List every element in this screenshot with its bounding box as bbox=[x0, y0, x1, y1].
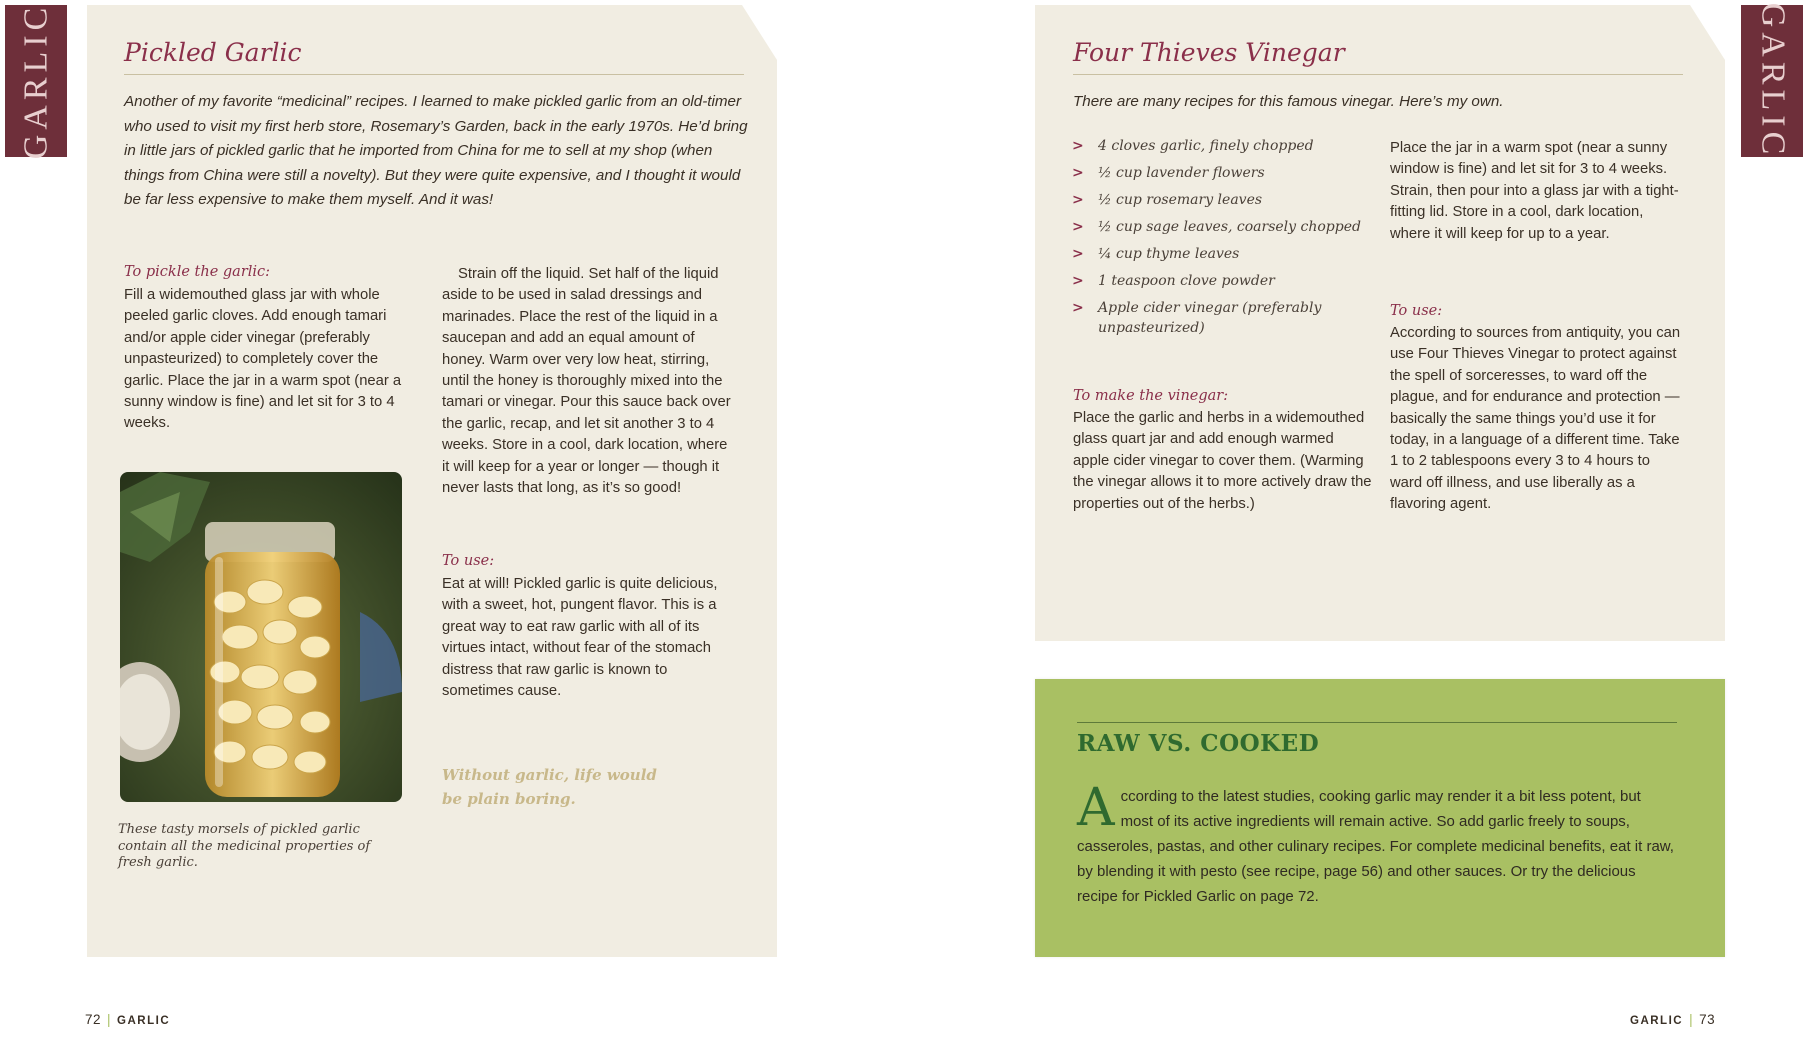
ingredient-item: > ½ cup rosemary leaves bbox=[1072, 192, 1263, 208]
pickled-garlic-jar-photo bbox=[120, 472, 402, 802]
sidebar-rule bbox=[1077, 722, 1677, 723]
use-instructions: According to sources from antiquity, you can use Four Thieves Vinegar to protect against the spell of sorceresses, to ward off the plague, and for endurance and protection — basically the same things you’d use it for today, in a language of a different time. Take 1 to 2 tablespoons every 3 to 4 hours to ward off illness, and use liberally as a flavoring agent. bbox=[1390, 325, 1681, 513]
sidebar-body bbox=[1077, 778, 1677, 909]
sidebar-title: RAW VS. COOKED bbox=[1077, 730, 1320, 757]
recipe-intro: Another of my favorite “medicinal” recipes. I learned to make pickled garlic from an old-timer who used to visit my first herb store, Rosemary’s Garden, back in the early 1970s. He’d bring in little jars of pickled garlic that he imported from China for me to sell at my shop (when things from China were still a novelty). But they were quite expensive, and I thought it would be far less expensive to make them myself. And it was! bbox=[124, 93, 748, 208]
folio-left: 72 | GARLIC bbox=[85, 1012, 171, 1027]
bullet-arrow-icon: > bbox=[1072, 165, 1084, 181]
side-tab-label: GARLIC bbox=[17, 2, 54, 160]
ingredient-item: > ½ cup lavender flowers bbox=[1072, 165, 1265, 181]
page-number: 73 bbox=[1699, 1012, 1716, 1027]
running-head: GARLIC bbox=[117, 1015, 171, 1027]
ingredient-item: > 4 cloves garlic, finely chopped bbox=[1072, 138, 1314, 154]
side-tab-label: GARLIC bbox=[1754, 2, 1791, 160]
ingredient-item: > ¼ cup thyme leaves bbox=[1072, 246, 1240, 262]
photo-caption: These tasty morsels of pickled garlic contain all the medicinal properties of fresh garlic. bbox=[118, 822, 371, 870]
side-tab-right bbox=[1741, 2, 1803, 160]
make-instructions: Place the garlic and herbs in a widemouthed glass quart jar and add enough warmed apple cider vinegar to cover them. (Warming the vinegar allows it to more actively draw the properties out of the herbs.) bbox=[1073, 410, 1372, 512]
bullet-arrow-icon: > bbox=[1072, 273, 1084, 289]
bullet-arrow-icon: > bbox=[1072, 219, 1084, 235]
section-heading: To use: bbox=[1390, 303, 1443, 319]
ingredient-item: > 1 teaspoon clove powder bbox=[1072, 273, 1275, 289]
drop-cap: A bbox=[1077, 778, 1115, 838]
sidebar-text: ccording to the latest studies, cooking garlic may render it a bit less potent, but most of its active ingredients will remain active. So add garlic freely to soups, casseroles, pastas, and other culinary recipes. For complete medicinal benefits, eat it raw, by blending it with pesto (see recipe, page 56) and other sauces. Or try the delicious recipe for Pickled Garlic on page 72. bbox=[1077, 788, 1674, 905]
recipe-intro: There are many recipes for this famous vinegar. Here’s my own. bbox=[1073, 93, 1504, 110]
section-heading: To use: bbox=[442, 553, 495, 569]
section-heading: To make the vinegar: bbox=[1073, 388, 1229, 404]
ingredient-item: > Apple cider vinegar (preferably unpasteurized) bbox=[1072, 300, 1322, 336]
title-rule bbox=[124, 74, 744, 75]
ingredient-list bbox=[1072, 136, 1372, 345]
recipe-title: Four Thieves Vinegar bbox=[1073, 38, 1345, 67]
storage-instructions: Place the jar in a warm spot (near a sunny window is fine) and let sit for 3 to 4 weeks. Strain, then pour into a glass jar with a tight-fitting lid. Store in a cool, dark location, where it will keep for up to a year. bbox=[1390, 140, 1679, 242]
bullet-arrow-icon: > bbox=[1072, 246, 1084, 262]
use-instructions: Eat at will! Pickled garlic is quite delicious, with a sweet, hot, pungent flavor. This is a great way to eat raw garlic with all of its virtues intact, without fear of the stomach distress that raw garlic is known to sometimes cause. bbox=[442, 576, 718, 700]
pickle-instructions: Fill a widemouthed glass jar with whole peeled garlic cloves. Add enough tamari and/or apple cider vinegar (preferably unpasteurized) to completely cover the garlic. Place the jar in a warm spot (near a sunny window is fine) and let sit for 3 to 4 weeks. bbox=[124, 287, 402, 432]
title-rule bbox=[1073, 74, 1683, 75]
bullet-arrow-icon: > bbox=[1072, 138, 1084, 154]
running-head: GARLIC bbox=[1630, 1015, 1684, 1027]
pull-quote: Without garlic, life would be plain boring. bbox=[442, 766, 657, 808]
ingredient-item: > ½ cup sage leaves, coarsely chopped bbox=[1072, 219, 1361, 235]
section-heading: To pickle the garlic: bbox=[124, 264, 271, 280]
bullet-arrow-icon: > bbox=[1072, 300, 1084, 316]
folio-right: GARLIC | 73 bbox=[1630, 1012, 1716, 1027]
page-number: 72 bbox=[85, 1012, 102, 1027]
recipe-title: Pickled Garlic bbox=[124, 38, 302, 67]
strain-instructions: Strain off the liquid. Set half of the liquid aside to be used in salad dressings and marinades. Place the rest of the liquid in a saucepan and add an equal amount of honey. Warm over very low heat, stirring, until the honey is thoroughly mixed into the tamari or vinegar. Pour this sauce back over the garlic, recap, and let sit another 3 to 4 weeks. Store in a cool, dark location, where it will keep for a year or longer — though it never lasts that long, as it’s so good! bbox=[442, 266, 731, 497]
side-tab-left bbox=[5, 2, 67, 160]
bullet-arrow-icon: > bbox=[1072, 192, 1084, 208]
